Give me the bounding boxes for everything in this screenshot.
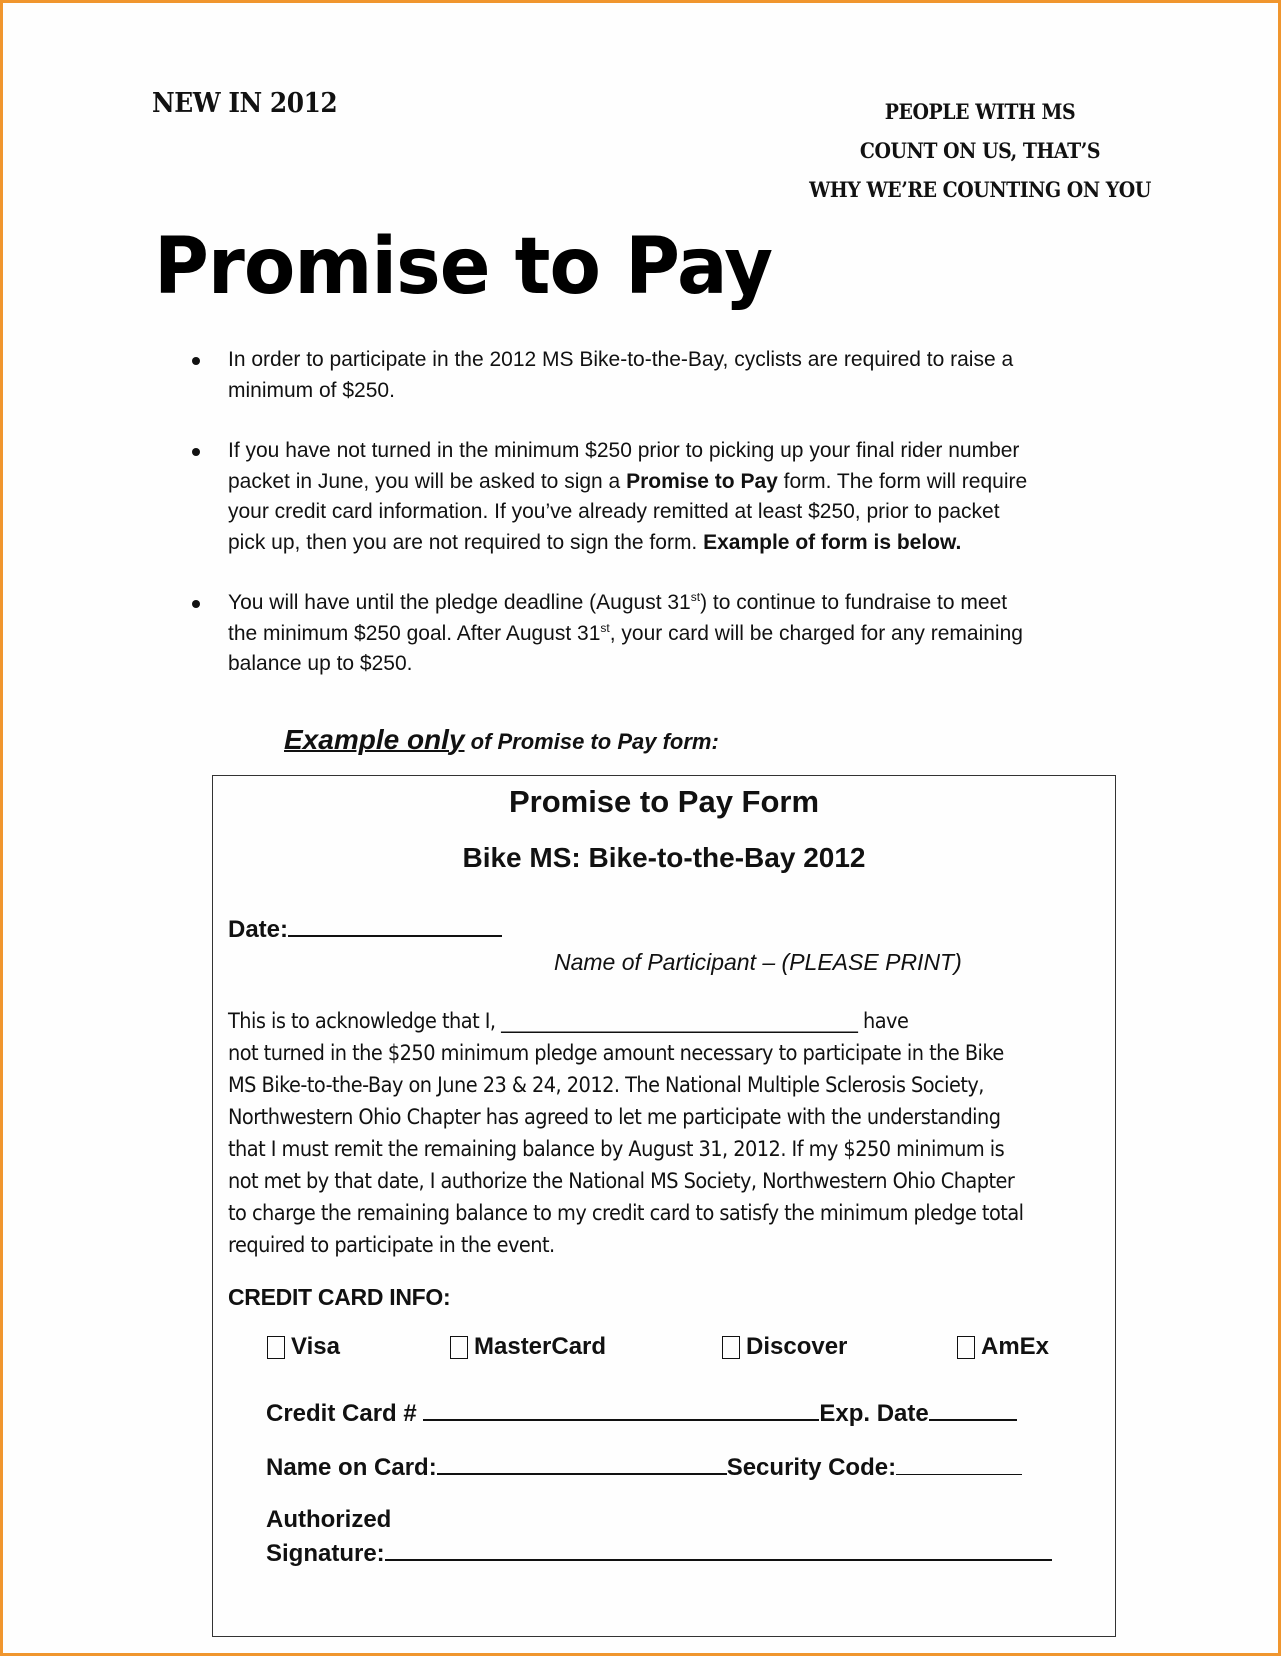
promise-to-pay-emphasis: Promise to Pay	[626, 469, 778, 493]
tagline	[760, 92, 1200, 209]
acknowledgement-text: This is to acknowledge that I, _______________________________________ have not turned in the $250 minimum pledge amount necessary to participate in the Bike MS Bike-to-the-Bay on June 23 & 24, 2012. The National Multiple Sclerosis Society, Northwestern Ohio Chapter has agreed to let me participate with the understanding that I must remit the remaining balance by August 31, 2012. If my $250 minimum is not met by that date, I authorize the National MS Society, Northwestern Ohio Chapter to charge the remaining balance to my credit card to satisfy the minimum pledge total required to participate in the event.	[228, 1009, 1024, 1258]
bullet-icon	[192, 600, 200, 608]
bullet-icon	[192, 448, 200, 456]
signature-blank[interactable]	[385, 1539, 1052, 1561]
tagline-line-1: PEOPLE WITH MS	[884, 99, 1076, 124]
form-subtitle: Bike MS: Bike-to-the-Bay 2012	[462, 842, 866, 873]
bullet-item-promise-to-pay: If you have not turned in the minimum $250 prior to picking up your final rider number packet in June, you will be asked to sign a Promise to Pay form. The form will require your credit card information. If you’ve already remitted at least $250, prior to packet pick up, then you are not required to sign the form. Example of form is below.	[186, 436, 1136, 558]
name-on-card-blank[interactable]	[437, 1453, 727, 1475]
tagline-line-2: COUNT ON US, THAT’S	[859, 138, 1101, 163]
tagline-line-3: WHY WE’RE COUNTING ON YOU	[809, 177, 1151, 202]
checkbox-icon[interactable]	[957, 1336, 975, 1359]
date-field[interactable]: Date:	[228, 915, 502, 944]
card-option-mastercard[interactable]: MasterCard	[450, 1333, 606, 1361]
bullet-item-minimum: In order to participate in the 2012 MS Bike-to-the-Bay, cyclists are required to raise a minimum of $250.	[186, 345, 1136, 406]
example-only-label: Example only	[284, 724, 465, 755]
security-code-blank[interactable]	[896, 1454, 1022, 1475]
info-bullet-list	[186, 345, 1136, 710]
authorized-label-line: Authorized	[266, 1506, 392, 1533]
bullet-icon	[192, 357, 200, 365]
checkbox-icon[interactable]	[722, 1336, 740, 1359]
card-number-blank[interactable]	[423, 1399, 819, 1421]
exp-date-blank[interactable]	[929, 1399, 1017, 1421]
name-on-card-row: Name on Card: Security Code:	[266, 1453, 1022, 1482]
credit-card-info-heading: CREDIT CARD INFO:	[228, 1284, 451, 1310]
form-title: Promise to Pay Form	[508, 784, 820, 819]
card-number-row: Credit Card # Exp. Date	[266, 1399, 1017, 1428]
new-in-2012-label: NEW IN 2012	[152, 88, 338, 119]
bullet-item-deadline: You will have until the pledge deadline (August 31st) to continue to fundraise to meet the minimum $250 goal. After August 31st, your card will be charged for any remaining balance up to $250.	[186, 588, 1136, 680]
date-blank[interactable]	[288, 915, 502, 937]
card-option-discover[interactable]: Discover	[722, 1333, 847, 1361]
signature-row: Signature:	[266, 1539, 1052, 1568]
page-title: Promise to Pay	[154, 222, 773, 312]
checkbox-icon[interactable]	[267, 1336, 285, 1359]
card-option-visa[interactable]: Visa	[267, 1333, 340, 1361]
example-heading: Example only of Promise to Pay form:	[284, 724, 719, 755]
card-option-amex[interactable]: AmEx	[957, 1333, 1049, 1361]
participant-name-caption: Name of Participant – (PLEASE PRINT)	[554, 949, 962, 975]
checkbox-icon[interactable]	[450, 1336, 468, 1359]
example-below-emphasis: Example of form is below.	[703, 530, 962, 554]
